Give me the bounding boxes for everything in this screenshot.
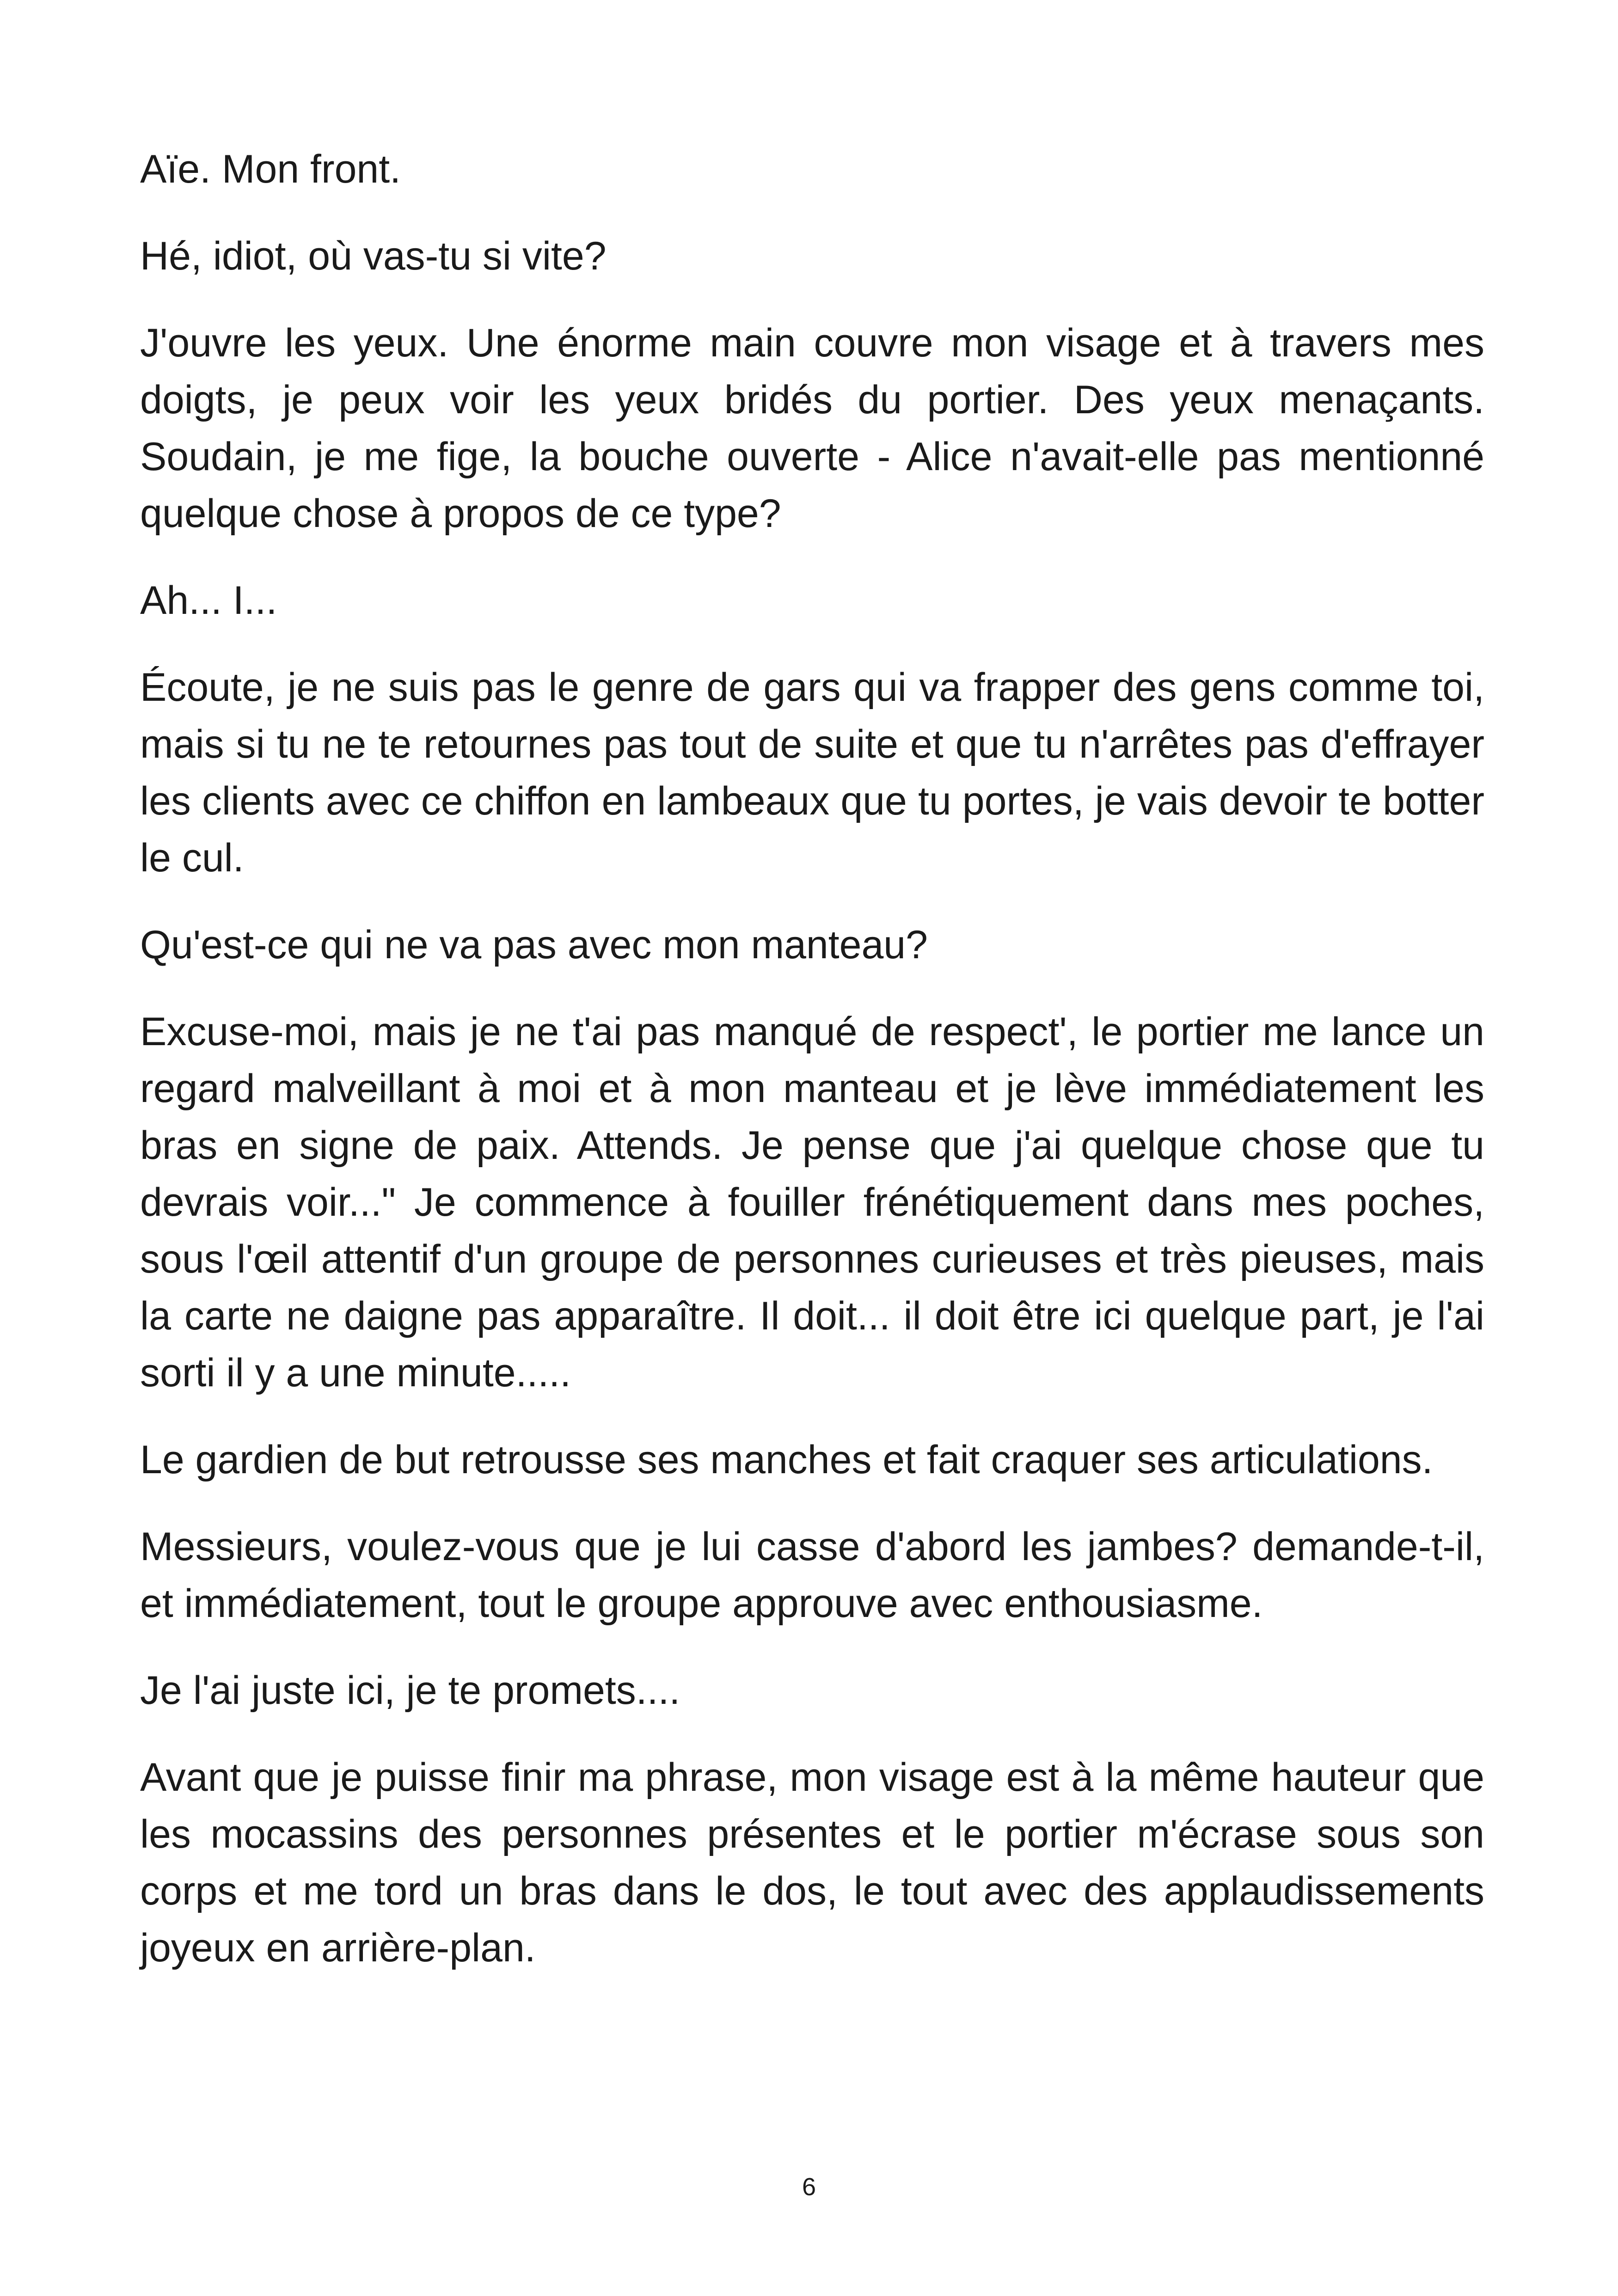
paragraph-9: Messieurs, voulez-vous que je lui casse d'abord les jambes? demande-t-il, et immédiatement, tout le groupe approuve avec enthousiasme. — [140, 1525, 1484, 1626]
paragraph-8: Le gardien de but retrousse ses manches et fait craquer ses articulations. — [140, 1438, 1433, 1482]
paragraph-11: Avant que je puisse finir ma phrase, mon visage est à la même hauteur que les mocassins des personnes présentes et le portier m'écrase sous son corps et me tord un bras dans le dos, le tout avec des applaudissements joyeux en arrière-plan. — [140, 1755, 1484, 1970]
page-number: 6 — [802, 2173, 816, 2201]
paragraph-3: J'ouvre les yeux. Une énorme main couvre mon visage et à travers mes doigts, je peux voir les yeux bridés du portier. Des yeux menaçants. Soudain, je me fige, la bouche ouverte - Alice n'avait-elle pas mentionné quelque chose à propos de ce type? — [140, 321, 1484, 536]
paragraph-5: Écoute, je ne suis pas le genre de gars qui va frapper des gens comme toi, mais si tu ne te retournes pas tout de suite et que tu n'arrêtes pas d'effrayer les clients avec ce chiffon en lambeaux que tu portes, je vais devoir te botter le cul. — [140, 665, 1484, 880]
paragraph-4: Ah... I... — [140, 578, 277, 623]
paragraph-2: Hé, idiot, où vas-tu si vite? — [140, 234, 607, 278]
paragraph-6: Qu'est-ce qui ne va pas avec mon manteau? — [140, 923, 928, 967]
paragraph-10: Je l'ai juste ici, je te promets.... — [140, 1668, 680, 1713]
paragraph-1: Aïe. Mon front. — [140, 147, 401, 191]
paragraph-7: Excuse-moi, mais je ne t'ai pas manqué de respect', le portier me lance un regard malveillant à moi et à mon manteau et je lève immédiatement les bras en signe de paix. Attends. Je pense que j'ai quelque chose que tu devrais voir..." Je commence à fouiller frénétiquement dans mes poches, sous l'œil attentif d'un groupe de personnes curieuses et très pieuses, mais la carte ne daigne pas apparaître. Il doit... il doit être ici quelque part, je l'ai sorti il y a une minute..... — [140, 1010, 1484, 1395]
body-text — [140, 141, 1484, 2007]
